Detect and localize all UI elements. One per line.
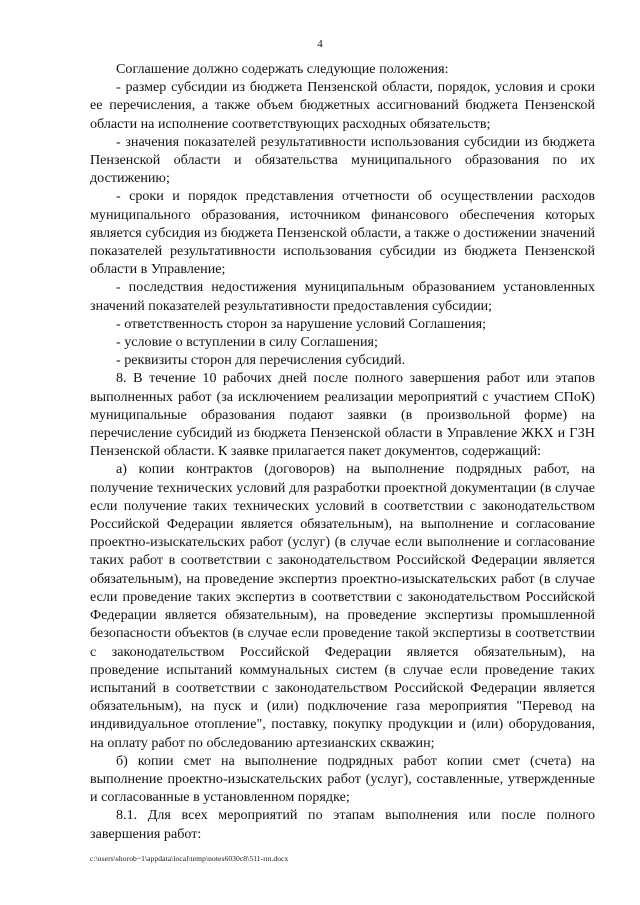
paragraph: Соглашение должно содержать следующие положения: xyxy=(116,61,449,77)
paragraph: 8.1. Для всех мероприятий по этапам выполнения или после полного завершения работ: xyxy=(90,807,595,842)
footer-file-path: c:\users\shorob~1\appdata\local\temp\notes6030c8\511-пп.docx xyxy=(90,854,289,863)
page-number: 4 xyxy=(317,38,323,50)
paragraph: - условие о вступлении в силу Соглашения; xyxy=(116,334,378,351)
paragraph: - значения показателей результативности использования субсидии из бюджета Пензенской области и обязательства муниципального образования по их достижению; xyxy=(90,133,595,187)
paragraph: - сроки и порядок представления отчетности об осуществлении расходов муниципального образования, источником финансового обеспечения которых является субсидия из бюджета Пензенской области, а также о достижении значений показателей результативности использования субсидии из бюджета Пензенской области в Управление; xyxy=(90,188,596,278)
paragraph: б) копии смет на выполнение подрядных работ копии смет (счета) на выполнение проектно-изыскательских работ (услуг), составленные, утвержденные и согласованные в установленном порядке; xyxy=(90,752,595,806)
paragraph: - ответственность сторон за нарушение условий Соглашения; xyxy=(116,315,486,332)
paragraph: 8. В течение 10 рабочих дней после полного завершения работ или этапов выполненных работ (за исключением реализации мероприятий с участием СПоК) муниципальные образования подают заявки (в произвольной форме) на перечисление субсидий из бюджета Пензенской области в Управление ЖКХ и ГЗН Пензенской области. К заявке прилагается пакет документов, содержащий: xyxy=(90,370,595,460)
paragraph: - размер субсидии из бюджета Пензенской области, порядок, условия и сроки ее перечисления, а также объем бюджетных ассигнований бюджета Пензенской области на исполнение соответствующих расходных обязательств; xyxy=(90,79,595,132)
document-body xyxy=(90,60,595,843)
paragraph: - последствия недостижения муниципальным образованием установленных значений показателей результативности предоставления субсидии; xyxy=(90,279,595,314)
paragraph: а) копии контрактов (договоров) на выполнение подрядных работ, на получение технических условий для разработки проектной документации (в случае если получение таких технических условий в соответствии с законодательством Российской Федерации является обязательным), на выполнение и согласование проектно-изыскательских работ (услуг) (в случае если выполнение и согласование таких работ в соответствии с законодательством Российской Федерации является обязательным), на проведение экспертиз проектно-изыскательских работ (в случае если проведение таких экспертиз в соответствии с законодательством Российской Федерации является обязательным), на проведение экспертизы промышленной безопасности объектов (в случае если проведение такой экспертизы в соответствии с законодательством Российской Федерации является обязательным), на проведение испытаний коммунальных систем (в случае если проведение таких испытаний в соответствии с законодательством Российской Федерации является обязательным), на пуск и (или) подключение газа мероприятия "Перевод на индивидуальное отопление", поставку, покупку продукции и (или) оборудования, на оплату работ по обследованию артезианских скважин; xyxy=(90,461,595,751)
paragraph: - реквизиты сторон для перечисления субсидий. xyxy=(116,352,406,369)
